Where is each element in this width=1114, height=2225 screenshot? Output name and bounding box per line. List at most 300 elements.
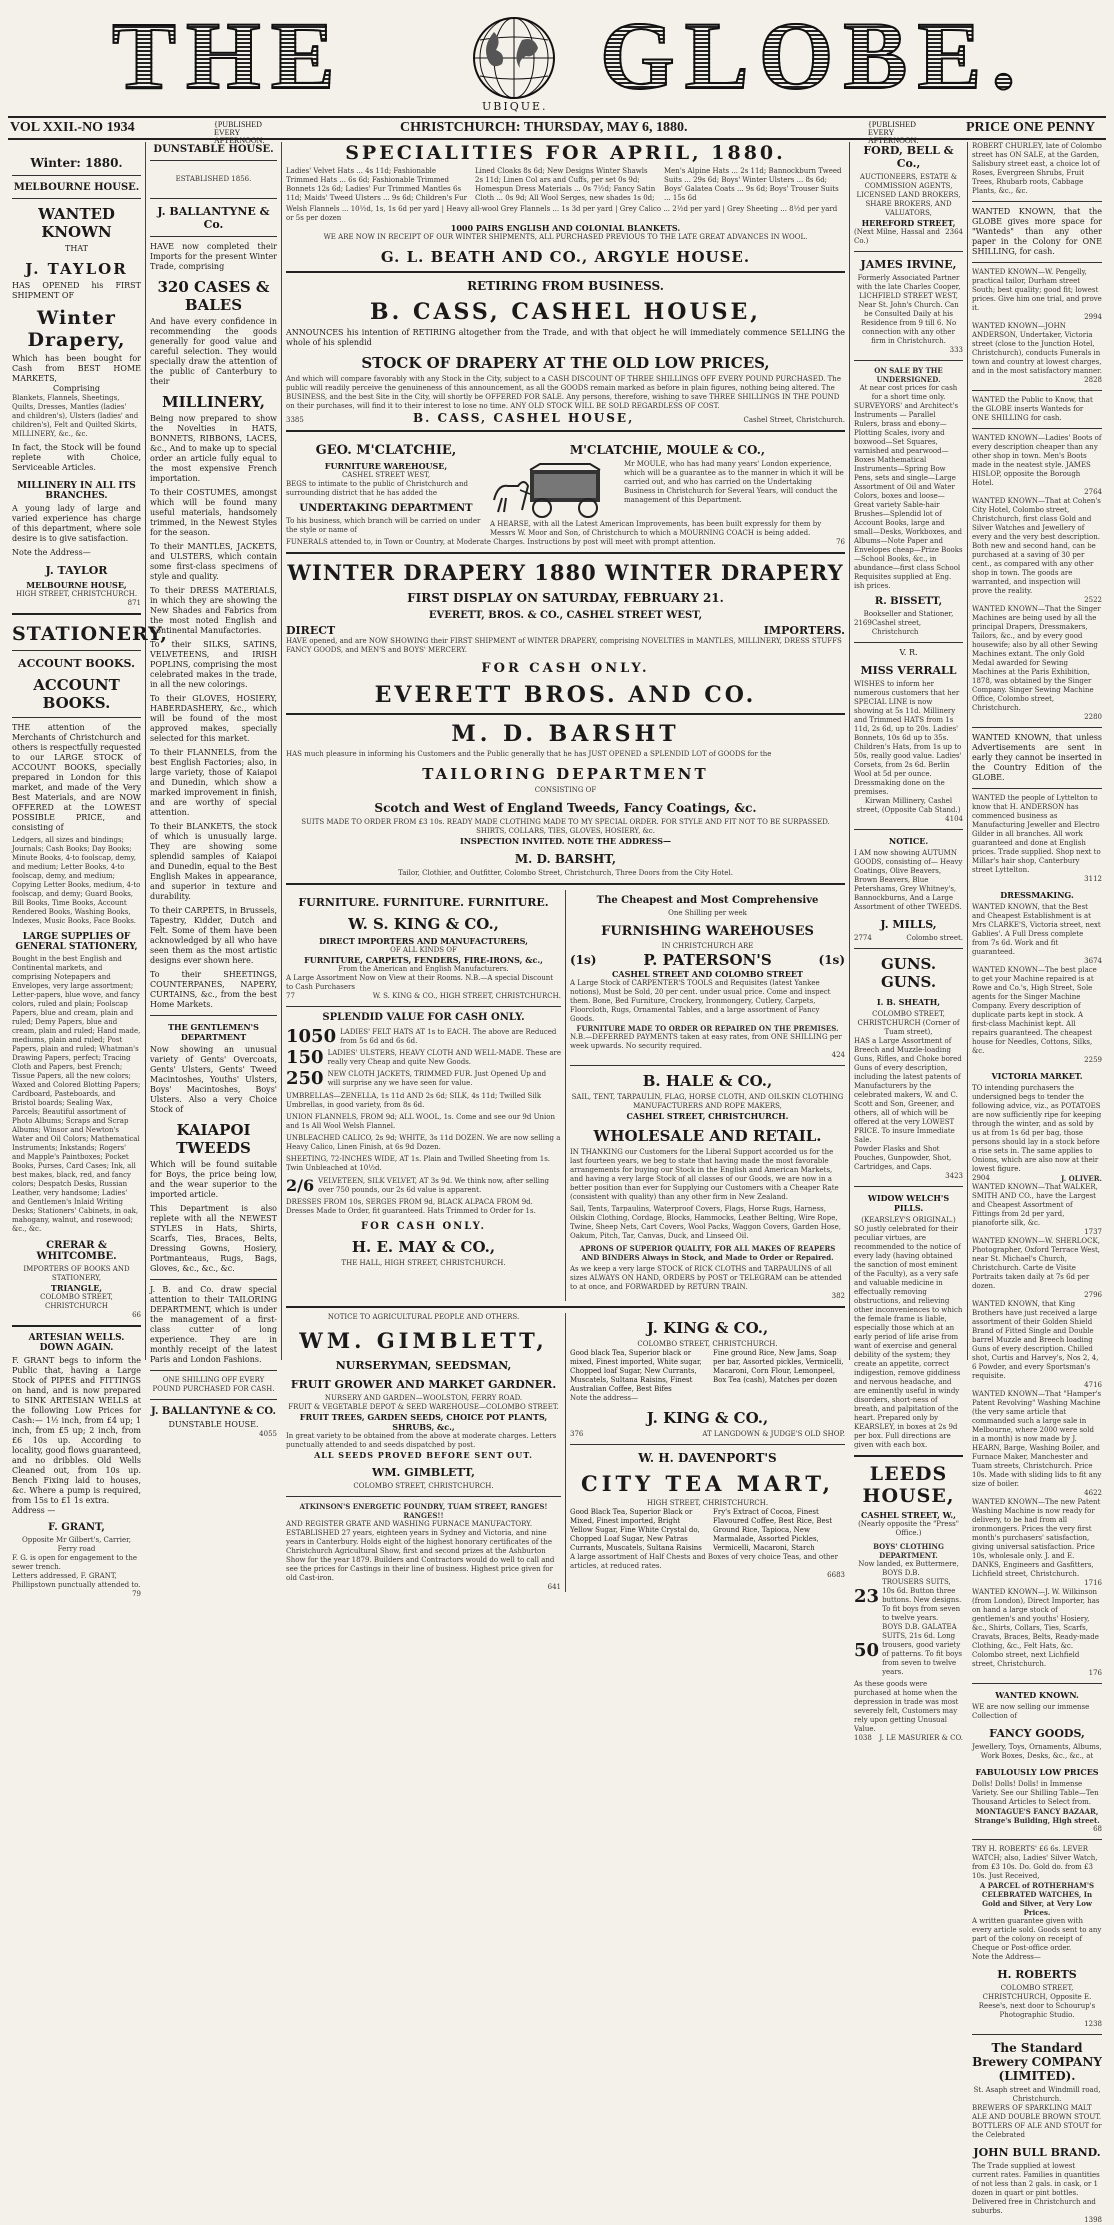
melbourne-house-2: MELBOURNE HOUSE, (26, 580, 127, 590)
everett-bros: EVERETT BROS. AND CO. (374, 682, 757, 708)
hale-address: CASHEL STREET, CHRISTCHURCH. (626, 1111, 789, 1121)
standard-brewery: The Standard Brewery COMPANY (LIMITED). (972, 2041, 1102, 2083)
victoria-market-heading: VICTORIA MARKET. (991, 1071, 1083, 1081)
ad-number-76: 76 (836, 538, 845, 546)
wanted-known-text: WE are now selling our immense Collection of (972, 1703, 1090, 1720)
everett-opened: HAVE opened, and are NOW SHOWING their FIRST SHIPMENT of WINTER DRAPERY, comprising NOVELTIES in MANTLES, MILLINERY, DRESS STUFFS FANCY GOODS, and MEN'S and BOYS' MERCERY. (286, 637, 842, 654)
barsht-name: M. D. BARSHT (451, 721, 680, 747)
undertaking-dept: UNDERTAKING DEPARTMENT (299, 503, 473, 514)
brewery-address: St. Asaph street and Windmill road, Christchurch. (973, 2086, 1101, 2103)
ad-number-79: 79 (132, 1590, 141, 1598)
wanted-danks: WANTED KNOWN—The new Patent Washing Machine is now ready for delivery, to be had from all ironmongers. Prices the very first month's purchasers' satisfaction, giving universal satisfaction. Price 10s, wholesale only. J. and E. DANKS, Engineers and Gasfitters, Lichfield street, Christchurch. (972, 1498, 1101, 1578)
ad-number-2522: 2522 (1084, 596, 1102, 604)
king3-name: J. KING & CO., (646, 1409, 769, 1427)
fruit-trees: FRUIT TREES, GARDEN SEEDS, CHOICE POT PLANTS, SHRUBS, &c., (299, 1412, 548, 1432)
dunstable-house-2: DUNSTABLE HOUSE. (168, 1420, 259, 1429)
verrall-text: WISHES to inform her numerous customers that her SPECIAL LINE is now showing at 5s 11d. Millinery and Trimmed HATS from 1s 11d, 2s 6d, up to 20s. Ladies' Bonnets, 10s 6d up to 35s. Children's Hats, from 1s up to 50s, really good value. Ladies' Corsets, from 2s 6d. Berlin Wool at 5d per ounce. Dressmaking done on the premises. (854, 680, 962, 796)
dress-text: To their DRESS MATERIALS, in which they are showing the New Shades and Fabrics from the most noted English and Continental Manufactories. (150, 586, 277, 635)
ad-number-1737: 1737 (1084, 1228, 1102, 1236)
king-name: W. S. KING & CO., (348, 915, 499, 933)
that-label: THAT (65, 244, 88, 253)
ad-number-2774: 2774 (854, 934, 872, 942)
ad-number-4055: 4055 (259, 1430, 277, 1438)
dateline (8, 116, 1106, 145)
tea-address: HIGH STREET, CHRISTCHURCH. (646, 1499, 769, 1507)
wanted-clarke: WANTED KNOWN, that the Best and Cheapest Establishment is at Mrs CLARKE'S, Victoria street, next Gablies'. A Full Dress complete from 7s 6d. Work and fit guaranteed. (972, 903, 1101, 956)
tea-note: A large assortment of Half Chests and Boxes of very choice Teas, and other articles, at reduced rates. (570, 1553, 838, 1570)
roberts-name: H. ROBERTS (997, 1968, 1077, 1981)
written-guarantee: A written guarantee given with every article sold. Goods sent to any part of the colony on receipt of Cheque or Post-office order. (972, 1917, 1102, 1952)
from-american: From the American and English Manufacturers. (338, 965, 509, 973)
winter-drapery: Winter Drapery, (27, 307, 126, 351)
beath-argyle: G. L. BEATH AND CO., ARGYLE HOUSE. (380, 248, 751, 266)
splendid-value: SPLENDID VALUE FOR CASH ONLY. (322, 1012, 525, 1023)
ad-number-2796: 2796 (1084, 1291, 1102, 1299)
oliver-name: J. OLIVER. (1061, 1174, 1102, 1183)
crerar-whitcombe: CRERAR & WHITCOMBE. (36, 1240, 117, 1262)
jackets-text: NEW CLOTH JACKETS, TRIMMED FUR. Just Opened Up and will surprise any we have seen for value. (327, 1069, 547, 1087)
wanted-walker: WANTED KNOWN—That WALKER, SMITH AND CO., have the Largest and Cheapest Assortment of Fittings from 2d per yard, pianoforte silk, &c. (972, 1183, 1098, 1227)
tailoring-text: J. B. and Co. draw special attention to their TAILORING DEPARTMENT, which is under the management of a first-class cutter of long experience. They are in monthly receipt of the latest Paris and London Fashions. (150, 1285, 277, 1364)
millinery-heading: MILLINERY IN ALL ITS BRANCHES. (17, 481, 136, 501)
welsh-flannels: Welsh Flannels ... 10½d, 1s, 1s 6d per yard | Heavy all-wool Grey Flannels ... 1s 3d per yard | Grey Calico ... 2½d per yard | Grey Sheeting ... 8½d per yard or 5s per dozen (286, 205, 838, 222)
leeds-nearly: (Nearly opposite the "Press" Office.) (858, 1520, 959, 1537)
published-note-left: {PUBLISHED EVERY AFTERNOON. (214, 120, 265, 145)
king-address: W. S. KING & CO., HIGH STREET, CHRISTCHURCH. (372, 992, 561, 1000)
furniture-list: FURNITURE, CARPETS, FENDERS, FIRE-IRONS, &c., (304, 955, 543, 965)
cass-stock: STOCK OF DRAPERY AT THE OLD LOW PRICES, (361, 354, 770, 372)
carpets-text: To their CARPETS, in Brussels, Tapestry, Kidder, Dutch and Felt. Some of them have been acknowledged by all who have seen them as the most artistic designs ever shown here. (150, 906, 277, 965)
gimblett-text: In great variety to be obtained from the above at moderate charges. Letters punctually attended to and seeds dispatched by post. (286, 1432, 557, 1449)
winter-drapery-banner: WINTER DRAPERY 1880 WINTER DRAPERY (287, 560, 844, 585)
guns-heading: GUNS. GUNS. (880, 955, 937, 991)
melbourne-house-heading: MELBOURNE HOUSE. (13, 182, 140, 193)
paterson-address: CASHEL STREET AND COLOMBO STREET (612, 969, 803, 979)
paterson-text: A Large Stock of CARPENTER'S TOOLS and Requisites (latest Yankee notions), Must be Sold, 20 per cent. under usual price. Come and inspect them. Bone, Bed Furniture, Crockery, Ironmongery, Cutlery, Carpets, Floorcloth, Rugs, Ornamental Tables, and a large assortment of Fancy Goods. (570, 979, 831, 1023)
king2-name: J. KING & CO., (646, 1319, 769, 1337)
velveteen-price: 2/6 (286, 1176, 315, 1195)
comprising-label: Comprising (53, 384, 100, 393)
wholesale-retail: WHOLESALE AND RETAIL. (593, 1127, 822, 1145)
hearse-illustration (490, 460, 620, 520)
trade-text: The Trade supplied at lowest current rates. Families in quantities of not less than 2 gals. in cask, or 1 dozen in quart or pint bottles. Delivered free in Christchurch and suburbs. (972, 2162, 1100, 2215)
volume-number: VOL XXII.-NO 1934 (10, 120, 135, 135)
powder-text: Powder Flasks and Shot Pouches, Gunpowder, Shot, Cartridges, and Caps. (854, 1145, 952, 1171)
wanted-advertisements: WANTED KNOWN, that unless Advertisements are sent in early they cannot be inserted in the Country Edition of the GLOBE. (972, 733, 1102, 782)
felt-hats-text: LADIES' FELT HATS AT 1s to EACH. The above are Reduced from 5s 6d and 6s 6d. (340, 1027, 557, 1045)
grant-engage: F. G. is open for engagement to the sewer trench. (12, 1554, 137, 1571)
ad-number-871: 871 (127, 599, 141, 607)
triangle: TRIANGLE, (50, 1283, 103, 1293)
galatea-suits: BOYS D.B. GALATEA SUITS, 21s 6d. Long trousers, good variety of patterns. To fit boys from seven to twelve years. (882, 1623, 962, 1676)
ad-number-641: 641 (547, 1583, 561, 1591)
mclatchie-name: GEO. M'CLATCHIE, (315, 443, 457, 458)
supplies-list: Bought in the best English and Continental markets, and comprising Notepapers and Envelopes, very large assortment; Letter-papers, blue wove, and fancy colors, ruled and plain; Foolscap Papers, blue and cream, plain and ruled; Demy Papers, blue and cream, plain and ruled; Hand made, mediums, plain and ruled; Post Papers, plain and ruled; Whatman's Drawing Papers, perfect; Tracing Cloth and Papers, best French; Tissue Papers, all the new colors; Waxed and Colored Blotting Papers; Cardboard, Pasteboards, and Bristol boards; Sealing Wax, Parcels; Beautiful assortment of Photo Albums; Scraps and Scrap Albums; Winsor and Newton's Water and Oil Colors; Mathematical Instruments; Inkstands; Rogers' and Mapple's Paintboxes; Pocket Books, Purses, Card Cases; Ink, all best makes, black, red, and fancy colors; Despatch Desks, Russian Leather, very handsome; Ladies' and Gentlemen's Inlaid Writing Desks; Stationers' Cabinets, in oak, mahogany, walnut, and rosewood; &c., &c. (12, 955, 141, 1233)
note-address-roberts: Note the Address— (972, 1953, 1041, 1961)
langdown-address: AT LANGDOWN & JUDGE'S OLD SHOP. (702, 1430, 845, 1438)
published-note-right: {PUBLISHED EVERY AFTERNOON. (868, 120, 919, 145)
wanted-globe-space: WANTED KNOWN, that the GLOBE gives more space for "Wanteds" than any other paper in the Colony for ONE SHILLING, for cash. (972, 207, 1102, 256)
kaiapoi-text: Which will be found suitable for Boys, the price being low, and the wear superior to the imported article. (150, 1160, 277, 1199)
potatoes-text: TO intending purchasers the undersigned begs to tender the following advice, viz., as POTATOES are now sufficiently ripe for keeping through the winter, and as sold by us at from 1s 6d per bag, those persons should lay in a stock before a rise sets in. The same applies to Onions, which are also now at their lowest figure. (972, 1084, 1102, 1173)
have-text-2: And have every confidence in recommending the goods generally for good value and careful selection. They would specially draw the attention of the public of Canterbury to their (150, 317, 277, 386)
wanted-lyttelton: WANTED the people of Lyttelton to know that H. ANDERSON has commenced business as Manufacturing Jeweller and Electro Gilder in all branches. All work guaranteed and done at English prices. Trade supplied. Shop next to Millar's hair shop, Canterbury street Lyttelton. (972, 794, 1101, 874)
blankets-line: 1000 PAIRS ENGLISH AND COLONIAL BLANKETS. (450, 223, 681, 233)
wanted-known-heading: WANTED KNOWN. (995, 1690, 1079, 1700)
sheetings-text: To their SHEETINGS, COUNTERPANES, NAPERY, CURTAINS, &c., from the best Home Markets. (150, 970, 277, 1009)
aprons-text: APRONS OF SUPERIOR QUALITY, FOR ALL MAKES OF REAPERS AND BINDERS Always in Stock, and Made to Order or Repaired. (579, 1244, 836, 1262)
qty-250: 250 (286, 1068, 324, 1089)
wanted-hamper: WANTED KNOWN—That "Hamper's Patent Revolving" Washing Machine (the very same article that commanded such a large sale in Melbourne, where 2000 were sold in a month) is now made by J. HEARN, Barge, Washing Boiler, and Furnace Maker, Manchester and Tuam streets, Christchurch. Price 10s. Made with sliding lids to fit any size of boiler. (972, 1390, 1102, 1488)
as-goods-text: As these goods were purchased at home when the depression in trade was most severely felt, Customers may rely upon getting Unusual Value. (854, 1680, 959, 1733)
ad-number-66: 66 (132, 1311, 141, 1319)
wanted-anderson: WANTED KNOWN—JOHN ANDERSON, Undertaker, Victoria street (close to the Junction Hotel, Christchurch), conducts Funerals in town and country at lowest charges, and in the most satisfactory manner. (972, 322, 1102, 375)
established: ESTABLISHED 1856. (175, 175, 252, 183)
ad-number-2904: 2904 (972, 1174, 990, 1182)
note-address-2: Note the address— (570, 1394, 639, 1402)
winter-heading: Winter: 1880. (30, 156, 123, 170)
globe-icon (464, 10, 564, 110)
ad-number-3112: 3112 (1084, 875, 1102, 883)
atkinson-heading: ATKINSON'S ENERGETIC FOUNDRY, TUAM STREET, RANGES! RANGES!! (299, 1502, 548, 1520)
column-4 (850, 142, 968, 1742)
verrall-address: Kirwan Millinery, Cashel street, (Opposite Cab Stand.) (856, 797, 961, 814)
atkinson-text: AND REGISTER GRATE AND WASHING FURNACE MANUFACTORY. ESTABLISHED 27 years, eighteen years in Sydney and Victoria, and nine years in Canterbury. Holds eight of the highest honorary certificates of the Christchurch Agricultural Show, first and second prizes at the Ashburton Show for the year 1879. Builders and Contractors would do well to call and see the prices for Castings in their line of business. Highest price given for old Cast-iron. (286, 1520, 555, 1582)
lady-text: A young lady of large and varied experience has charge of this department, where sole desire is to give satisfaction. (12, 504, 141, 543)
wanted-king-brothers: WANTED KNOWN, that King Brothers have just received a large assortment of their Golden Shield Brand of Fitted Single and Double barrel Muzzle and Breech loading Guns of every description. Chilled shot, Curtis and Harvey's, Nos 2, 4, 6 Powder, and every Sportsman's requisite. (972, 1300, 1099, 1380)
nurseryman: NURSERYMAN, SEEDSMAN, (335, 1359, 512, 1372)
suits-text: SUITS MADE TO ORDER FROM £3 10s. READY MADE CLOTHING MADE TO MY SPECIAL ORDER. FOR STYLE AND FIT NOT TO BE SURPASSED. SHIRTS, COLLARS, TIES, GLOVES, HOSIERY, &c. (301, 818, 830, 835)
furniture-made: FURNITURE MADE TO ORDER OR REPAIRED ON THE PREMISES. (576, 1024, 839, 1033)
taylor-name: J. TAYLOR (25, 260, 128, 278)
merchants-text: THE attention of the Merchants of Christchurch and others is respectfully requested to our LARGE STOCK of ACCOUNT BOOKS, specially prepared in London for this market, and made of the Very Best Materials, and are NOW OFFERED at the LOWEST POSSIBLE PRICE, and consisting of (12, 723, 141, 832)
ad-number-382: 382 (831, 1292, 845, 1300)
gentlemen-heading: THE GENTLEMEN'S DEPARTMENT (168, 1022, 259, 1042)
cass-address: Cashel Street, Christchurch. (743, 416, 845, 424)
costumes-text: To their COSTUMES, amongst which will be found many useful materials, handsomely trimmed, in the Newest Styles for the season. (150, 488, 277, 537)
silks-text: To their SILKS, SATINS, VELVETEENS, and IRISH POPLINS, comprising the most celebrated makes in the trade, in all the new colorings. (150, 640, 277, 689)
goods-list: Blankets, Flannels, Sheetings, Quilts, Dresses, Mantles (ladies' and children's), Ulsters (ladies' and children's), Felt and Quilted Skirts, MILLINERY, &c., &c. (12, 394, 139, 438)
wanted-singer: WANTED KNOWN—That the Singer Machines are being used by all the principal Drapers, Dressmakers, Tailors, &c., and by every good housewife; also by all other Sewing Machines extant. The only Gold Medal awarded for Sewing Machines at the Paris Exhibition, 1878, was obtained by the Singer Company. Singer Sewing Machine Office, Colombo street, Christchurch. (972, 605, 1101, 712)
qty-150: 150 (286, 1047, 324, 1068)
ad-number-2280: 2280 (1084, 713, 1102, 721)
widow-text: SO justly celebrated for their peculiar virtues, are recommended to the notice of every lady (having obtained the sanction of most eminent of the Faculty), as a very safe and valuable medicine in effectually removing obstructions, and relieving other inconveniences to which the female frame is liable, especially those which at an early period of life arise from want of exercise and general debility of the system; they create an appetite, correct indigestion, remove giddiness and nervous headache, and are eminently useful in windy disorders, short-ness of breath, and palpitation of the heart. Prepared only by KEARSLEY, in boxes at 2s 9d per box. Full directions are given with each box. (854, 1225, 963, 1449)
ford-next: (Next Milne, Hassal and Co.) (854, 228, 940, 245)
barsht-name-2: M. D. BARSHT, (514, 852, 617, 866)
ford-bell-name: FORD, BELL & Co., (863, 144, 954, 170)
cash-only: FOR CASH ONLY. (481, 661, 650, 676)
high-street: HIGH STREET, CHRISTCHURCH. (15, 590, 138, 598)
verrall-name: MISS VERRALL (860, 664, 957, 677)
supplies-heading: LARGE SUPPLIES OF GENERAL STATIONERY, (15, 932, 138, 952)
ad-number-2828: 2828 (1084, 376, 1102, 384)
qty-1050: 1050 (286, 1026, 337, 1047)
ad-number-1238: 1238 (1084, 2020, 1102, 2028)
hereford-street: HEREFORD STREET, (861, 218, 956, 228)
wanted-known: WANTED KNOWN (38, 205, 115, 241)
hale-text: SAIL, TENT, TARPAULIN, FLAG, HORSE CLOTH, AND OILSKIN CLOTHING MANUFACTURERS AND ROPE MAKERS, (571, 1093, 844, 1110)
cass-cashel-house: B. CASS, CASHEL HOUSE, (370, 299, 761, 325)
price: PRICE ONE PENNY (966, 120, 1096, 135)
grant-text: F. GRANT begs to inform the Public that, having a Large Stock of PIPES and FITTINGS on hand, and is now prepared to SINK ARTESIAN WELLS at the following Low Prices for Cash:— 1½ inch, from £4 up; 1 inch, from £5 up; 2 inch, from £6 10s up. According to locality, good flows guaranteed, and no dribbles. Old Wells Cleaned out, from 10s up. Bench Fixing laid to houses, &c. Where a pump is required, from 15s to £1 1s extra. (12, 1356, 141, 1505)
mclatchie-moule: M'CLATCHIE, MOULE & CO., (569, 443, 766, 457)
bissett-bookseller: Bookseller and Stationer, (863, 610, 954, 618)
flannels-text: To their FLANNELS, from the best English Factories; also, in large variety, those of Kaiapoi and Dunedin, which show a marked improvement in finish, and are worthy of special attention. (150, 748, 277, 817)
now-landed: Now landed, ex Buttermere, (858, 1560, 959, 1568)
column-3 (282, 142, 850, 1591)
on-sale: ON SALE BY THE UNDERSIGNED. (874, 366, 943, 384)
thanking-text: IN THANKING our Customers for the Liberal Support accorded us for the last fourteen years, we beg to state that having made the most favorable arrangements for buying our Stock in the English and American Markets, and having a very large Stock of all classes of our Goods, we are now in a better position than ever for Supplying our Customers with a Cheaper Rate (consistent with quality) than any other firm in New Zealand. (570, 1148, 839, 1201)
seeds-proved: ALL SEEDS PROVED BEFORE SENT OUT. (314, 1450, 533, 1460)
wanted-wilkinson: WANTED KNOWN—J. W. Wilkinson (from London), Direct Importer, has on hand a large stock of gentlemen's and youths' Hosiery, &c., Shirts, Collars, Ties, Scarfs, Cravats, Braces, Belts, Ready-made Clothing, &c., Felt Hats, &c. Colombo street, next Lichfield street, Christchurch. (972, 1588, 1100, 1668)
grant-name: F. GRANT, (48, 1522, 105, 1533)
ad-number-376: 376 (570, 1430, 584, 1438)
hearse-text: A HEARSE, with all the Latest American Improvements, has been built expressly for them by Messrs W. Moor and Son, of Christchurch to which a MOURNING COACH is being added. (490, 520, 822, 537)
dunstable-heading: DUNSTABLE HOUSE. (153, 144, 274, 155)
fruit-grower: FRUIT GROWER AND MARKET GARDNER. (290, 1378, 557, 1391)
direct-label: DIRECT (286, 624, 336, 637)
kaiapoi-heading: KAIAPOI TWEEDS (176, 1121, 251, 1157)
furniture-warehouse: FURNITURE WAREHOUSE, (324, 461, 448, 471)
rotherham-parcel: A PARCEL of ROTHERHAM'S CELEBRATED WATCHES, In Gold and Silver, at Very Low Prices. (979, 1881, 1095, 1917)
ad-number-1398: 1398 (1084, 2216, 1102, 2224)
may-address: THE HALL, HIGH STREET, CHRISTCHURCH. (341, 1259, 506, 1267)
ulsters-text: LADIES' ULSTERS, HEAVY CLOTH AND WELL-MADE. These are really very Cheap and quite New Goods. (327, 1048, 561, 1066)
sheeting-text: SHEETING, 72-INCHES WIDE, AT 1s. Plain and Twilled Sheeting from 1s. Twin Unbleached at 10½d. (286, 1155, 551, 1172)
ad-number-3423: 3423 (945, 1172, 963, 1180)
crerar-address: COLOMBO STREET, CHRISTCHURCH (40, 1293, 113, 1310)
roberts-address: COLOMBO STREET, CHRISTCHURCH, Opposite E. Reese's, next door to Schourup's Photographic Studio. (978, 1984, 1096, 2019)
furnishing-warehouses: FURNISHING WAREHOUSES (601, 924, 814, 939)
ford-brokers: LICENSED LAND BROKERS, SHARE BROKERS, AND VALUATORS, (856, 191, 961, 217)
depot-address: FRUIT & VEGETABLE DEPOT & SEED WAREHOUSE—COLOMBO STREET. (288, 1403, 559, 1411)
vr-mark: V. R. (899, 648, 918, 657)
bought-text: Which has been bought for Cash from BEST HOME MARKETS, (12, 354, 141, 383)
account-books-2: ACCOUNT BOOKS. (33, 676, 120, 712)
ad-number-3385: 3385 (286, 416, 304, 424)
begs-text: BEGS to intimate to the public of Christchurch and surrounding district that he has added the (286, 480, 468, 497)
motto: UBIQUE. (482, 100, 548, 113)
have-text: HAVE now completed their Imports for the present Winter Trade, comprising (150, 242, 277, 271)
ad-number-1716: 1716 (1084, 1579, 1102, 1587)
cass-stock-text: And which will compare favorably with any Stock in the City, subject to a CASH DISCOUNT OF THREE SHILLINGS OFF EVERY POUND PURCHASED. The public will readily perceive the genuineness of this announcement, as all the GOODS remain marked as before in plain figures, nothing being altered. The BUSINESS, and the best Site in the City, will shortly be OFFERED FOR SALE. Any persons, therefore, wishing to save THREE SHILLINGS IN THE POUND on their purchases, will find it to their interest to lose no time. ANY OLD STOCK WILL BE SOLD REGARDLESS OF COST. (286, 375, 841, 410)
title-globe: GLOBE. (600, 2, 1026, 109)
ad-number-4716: 4716 (1084, 1381, 1102, 1389)
mills-address: Colombo street. (906, 934, 963, 942)
sheath-address: COLOMBO STREET, CHRISTCHURCH (Corner of Tuam street), (857, 1010, 960, 1036)
department-text: This Department is also replete with all the NEWEST STYLES in Hats, Shirts, Scarfs, Ties, Braces, Belts, Dressing Gowns, Hosiery, Portmanteaus, Rugs, Bags, Gloves, &c., &c., &c. (150, 1204, 277, 1273)
barsht-address: Tailor, Clothier, and Outfitter, Colombo Street, Christchurch, Three Doors from the City Hotel. (398, 869, 733, 877)
boys-clothing: BOYS' CLOTHING DEPARTMENT. (873, 1542, 944, 1560)
king2-address: COLOMBO STREET, CHRISTCHURCH. (637, 1340, 778, 1348)
qty-23: 23 (854, 1585, 880, 1607)
cheapest-heading: The Cheapest and Most Comprehensive (596, 895, 819, 906)
kearsley-original: (KEARSLEY'S ORIGINAL.) (861, 1216, 956, 1224)
ad-number-176: 176 (1088, 1669, 1102, 1677)
crerar-importers: IMPORTERS OF BOOKS AND STATIONERY, (23, 1265, 130, 1282)
mantles-text: To their MANTLES, JACKETS, and ULSTERS, which contain some first-class specimens of style and quality. (150, 542, 277, 581)
brewers-text: BREWERS OF SPARKLING MALT ALE AND DOUBLE BROWN STOUT. BOTTLERS OF ALE AND STOUT for the Celebrated (972, 2104, 1102, 2139)
sheath-name: I. B. SHEATH, (876, 997, 941, 1007)
one-shilling-badge-2: (1s) (818, 953, 845, 967)
lemasurier-name: J. LE MASURIER & CO. (879, 1734, 963, 1742)
in-christchurch: IN CHRISTCHURCH ARE (661, 942, 754, 950)
ford-auctioneers: AUCTIONEERS, ESTATE & COMMISSION AGENTS, (859, 173, 958, 190)
shipments-line: WE ARE NOW IN RECEIPT OF OUR WINTER SHIPMENTS, ALL PURCHASED PREVIOUS TO THE LATE GREAT ADVANCES IN WOOL. (323, 233, 808, 241)
masthead (0, 0, 1114, 112)
barsht-text: HAS much pleasure in informing his Customers and the Public generally that he has JUST OPENED a SPLENDID LOT of GOODS for the (286, 750, 772, 758)
gimblett-name: WM. GIMBLETT, (299, 1328, 548, 1353)
davenport-name: W. H. DAVENPORT'S (638, 1451, 777, 1465)
ballantyne-name: J. BALLANTYNE & Co. (157, 205, 270, 231)
dresses-text: DRESSES FROM 10s, SERGES FROM 9d, BLACK ALPACA FROM 9d. Dresses Made to Order, fit guaranteed. Hats Trimmed to Order for 1s. (286, 1198, 536, 1215)
one-shilling-badge: (1s) (570, 953, 597, 967)
leeds-cashel: CASHEL STREET, W., (861, 1510, 956, 1520)
ad-number-2259: 2259 (1084, 1056, 1102, 1064)
cases-bales: 320 CASES & BALES (157, 278, 270, 314)
tailoring-dept: TAILORING DEPARTMENT (422, 765, 709, 783)
fabulously-low: FABULOUSLY LOW PRICES (975, 1767, 1099, 1777)
notice-heading: NOTICE. (888, 836, 929, 846)
city-tea-mart: CITY TEA MART, (581, 1471, 834, 1496)
wanted-sherlock: WANTED KNOWN—W. SHERLOCK, Photographer, Oxford Terrace West, near St. Michael's Church, Christchurch. Carte de Visite Portraits taken daily at 7s 6d per dozen. (972, 1237, 1100, 1290)
shilling-off: ONE SHILLING OFF EVERY POUND PURCHASED FOR CASH. (152, 1376, 275, 1393)
consisting-of: CONSISTING OF (534, 786, 597, 794)
stock-text: In fact, the Stock will be found replete with Choice, Serviceable Articles. (12, 443, 141, 472)
nursery-address: NURSERY AND GARDEN—WOOLSTON, FERRY ROAD. (324, 1394, 523, 1402)
deferred-payments: N.B.—DEFERRED PAYMENTS taken at easy rates, from ONE SHILLING per week upwards. No security required. (570, 1033, 842, 1050)
assortment-text: A Large Assortment Now on View at their Rooms. N.B.—A special Discount to Cash Purchasers (286, 974, 554, 991)
cashel-street-west: CASHEL STREET WEST, (341, 471, 431, 479)
fancy-goods: FANCY GOODS, (989, 1727, 1085, 1740)
ad-number-2169: 2169 (854, 619, 872, 627)
blankets-text: To their BLANKETS, the stock of which is unusually large. They are showing some splendid samples of Kaiapoi and Dunedin, equal to the Best English Makes in appearance, and superior in texture and durability. (150, 822, 277, 901)
inspection-invited: INSPECTION INVITED. NOTE THE ADDRESS— (459, 836, 672, 846)
king2-list-b: Fine ground Rice, New Jams, Soap per bar, Assorted pickles, Vermicelli, Macaroni, Corn Flour, Lemonpeel, Box Tea (cash), Matches per dozen (713, 1349, 844, 1384)
all-kinds: OF ALL KINDS OF (390, 946, 457, 954)
wanted-cohen: WANTED KNOWN—That at Cohen's City Hotel, Colombo street, Christchurch, first class Gold and Silver Watches and Jewellery of every and the very best description. Both new and second hand, can be purchased at a saving of 30 per cent., as compared with any other shop in town. The goods are warranted, and inspection will prove the reality. (972, 497, 1101, 595)
bissett-name: R. BISSETT, (874, 596, 943, 607)
tea-list-b: Fry's Extract of Cocoa, Finest Flavoured Coffee, Best Rice, Best Ground Rice, Tapioca, New Marmalade, Assorted Pickles, Vermicelli, Macaroni, Starch (713, 1508, 833, 1552)
wanted-hislop: WANTED KNOWN—Ladies' Boots of every description cheaper than any other shop in town. Men's Boots made in the neatest style. JAMES HISLOP, opposite the Borough Hotel. (972, 434, 1102, 487)
column-5 (968, 142, 1106, 2224)
one-shilling-week: One Shilling per week (668, 909, 747, 917)
ad-number-4622: 4622 (1084, 1489, 1102, 1497)
ballantyne-name-2: J. BALLANTYNE & CO. (151, 1406, 276, 1417)
at-near-cost: At near cost prices for cash for a short time only. (859, 384, 958, 401)
notice-agricultural: NOTICE TO AGRICULTURAL PEOPLE AND OTHERS. (327, 1313, 520, 1321)
leeds-house: LEEDS HOUSE, (862, 1463, 955, 1507)
gentlemen-text: Now showing an unusual variety of Gents' Overcoats, Gents' Ulsters, Gents' Tweed Macintoshes, Youths' Ulsters, Boys' Macintoshes, Boys' Ulsters. Also a very Choice Stock of (150, 1045, 277, 1114)
column-2 (146, 142, 282, 1438)
title-the: THE (112, 2, 345, 109)
cass-announces: ANNOUNCES his intention of RETIRING altogether from the Trade, and with that object he will immediately commence SELLING the whole of his splendid (286, 328, 845, 347)
trouser-suits: BOYS D.B. TROUSERS SUITS, 10s 6d. Button three buttons. New designs. To fit boys from seven to twelve years. (882, 1569, 962, 1622)
hale-name: B. HALE & CO., (642, 1072, 773, 1090)
taylor-name-2: J. TAYLOR (45, 564, 108, 577)
scotch-tweeds: Scotch and West of England Tweeds, Fancy Coatings, &c. (374, 801, 757, 815)
guns-text: HAS a Large Assortment of Breech and Muzzle-loading Guns, Rifles, and Choke bored Guns of every description, including the latest patents of Manufacturers by the celebrated makers, W. and C. Scott and Son, Greener, and others, all of which will be offered at the very LOWEST PRICE. To insure Immediate Sale. (854, 1037, 962, 1144)
stationery-heading: STATIONERY, (12, 623, 168, 645)
everett-address: EVERETT, BROS. & CO., CASHEL STREET WEST, (428, 610, 703, 621)
gloves-text: To their GLOVES, HOSIERY, HABERDASHERY, &c., which will be found of the most approved makes, specially selected for this market. (150, 694, 277, 743)
fabulously-text: Dolls! Dolls! Dolls! in Immense Variety. See our Shilling Table—Ten Thousand Articles to Select from. (972, 1780, 1099, 1806)
tea-list-a: Good Black Tea, Superior Black or Mixed, Finest imported, Bright Yellow Sugar, Fine White Crystal do, Chopped Loaf Sugar, New Patras Currants, Muscatels, Sultana Raisins (570, 1508, 702, 1552)
calico-text: UNBLEACHED CALICO, 2s 9d; WHITE, 3s 11d DOZEN. We are now selling a Heavy Calico, Linen Finish, at 6s 9d Dozen. (286, 1134, 561, 1151)
ad-number-3674: 3674 (1084, 957, 1102, 965)
mills-name: J. MILLS, (880, 918, 937, 931)
dressmaking-heading: DRESSMAKING. (1000, 890, 1074, 900)
city-date: CHRISTCHURCH: THURSDAY, MAY 6, 1880. (400, 120, 688, 135)
union-text: UNION FLANNELS, FROM 9d; ALL WOOL, 1s. Come and see our 9d Union and 1s All Wool Welsh Flannel. (286, 1113, 555, 1130)
first-display: FIRST DISPLAY ON SATURDAY, FEBRUARY 21. (407, 591, 724, 605)
artesian-heading: ARTESIAN WELLS. DOWN AGAIN. (28, 1333, 125, 1353)
irvine-text: Formerly Associated Partner with the late Charles Cooper, LICHFIELD STREET WEST, Near St. John's Church. Can be Consulted Daily at his Residence from 9 till 6. No connection with any other firm in Christchurch. (856, 274, 961, 345)
paterson-name: P. PATERSON'S (643, 951, 772, 969)
account-books-1: ACCOUNT BOOKS. (18, 657, 135, 670)
ad-number-333: 333 (949, 346, 963, 354)
john-bull-brand: JOHN BULL BRAND. (973, 2146, 1101, 2159)
surveyors-text: SURVEYORS' and Architect's Instruments — Parallel Rulers, brass and ebony—Plotting Scales, ivory and boxwood—Set Squares, varnished and pearwood—Boxes Mathematical Instruments—Spring Bow Pens, sets and single—Large Assortment of Oil and Water Colors, boxes and loose—Great variety Sable-hair Brushes—Splendid lot of Account Books, large and small—Desks, Workboxes, and Albums—Note Paper and Envelopes cheap—Prize Books—School Books, &c., in abundance—first class School Requisites supplied at Eng. ish prices. (854, 402, 963, 590)
direct-importers: DIRECT IMPORTERS AND MANUFACTURERS, (319, 936, 528, 946)
roberts-watch: TRY H. ROBERTS' £6 6s. LEVER WATCH; also, Ladies' Silver Watch, from £3 10s. Do. Gold do. from £3 10s. Just Received, (972, 1845, 1098, 1880)
grant-letters: Letters addressed, F. GRANT, Phillipstown punctually attended to. (12, 1572, 141, 1589)
wanted-rowe: WANTED KNOWN—The best place to get your Machine repaired is at Rowe and Co.'s, High Street, Sole agents for the Singer Machine Company. Every description of duplicate parts kept in stock. A first-class Machinist kept. All repairs guaranteed. The cheapest house for Needles, Cottons, Silks, &c. (972, 966, 1097, 1055)
ad-number-77: 77 (286, 992, 295, 1000)
ad-number-1038: 1038 (854, 1734, 872, 1742)
velveteen-text: VELVETEEN, SILK VELVET, AT 3s 9d. We think now, after selling over 750 pounds, our 2s 6d value is apparent. (318, 1176, 549, 1194)
furniture-heading: FURNITURE. FURNITURE. FURNITURE. (298, 896, 549, 909)
wanted-churley: ROBERT CHURLEY, late of Colombo street has ON SALE, at the Garden, Salisbury street east, a choice lot of Roses, Evergreen Shrubs, Fruit Trees, Rhubarb roots, Cabbage Plants, &c., &c. (972, 142, 1102, 195)
ad-number-68: 68 (1093, 1825, 1102, 1833)
account-book-list: Ledgers, all sizes and bindings; Journals; Cash Books; Day Books; Minute Books, 4-to foolscap, demy, and medium; Letter Books, 4-to foolscap, demy, and medium; Copying Letter Books, medium, 4-to foolscap, and demy; Guard Books, Bill Books, Time Books, Account Rendered Books, Washing Books, Indexes, Music Books, Face Books. (12, 836, 141, 925)
ad-number-4104: 4104 (945, 815, 963, 823)
bissett-address: Cashel street, Christchurch (871, 619, 922, 636)
ad-number-2994: 2994 (1084, 313, 1102, 321)
ad-number-6683: 6683 (827, 1571, 845, 1579)
business-text: To his business, which branch will be carried on under the style or name of (286, 517, 481, 534)
hale-goods-list: Sail, Tents, Tarpaulins, Waterproof Covers, Flags, Horse Rugs, Harness, Oilskin Clothing, Cordage, Blocks, Hammocks, Leather Belting, Wire Rope, Twine, Sheep Nets, Cart Covers, Wool Packs, Waggon Covers, Garden Hose, Oakum, Pitch, Tar, Canvas, Duck, and Linseed Oil. (570, 1205, 841, 1240)
may-name: H. E. MAY & CO., (351, 1238, 496, 1256)
montague-bazaar: MONTAGUE'S FANCY BAZAAR, Strange's Building, High street. (974, 1807, 1100, 1825)
millinery-heading-2: MILLINERY, (162, 393, 265, 411)
note-address: Note the Address— (12, 548, 91, 557)
moule-text: Mr MOULE, who has had many years' London experience, which will be a guarantee as to the manner in which it will be carried out, and who has carried on the Undertaking Business in Christchurch for Several Years, will conduct the management of this Department. (624, 460, 844, 504)
cass-signature: B. CASS, CASHEL HOUSE, (413, 411, 635, 425)
widow-welch-heading: WIDOW WELCH'S PILLS. (867, 1193, 950, 1213)
fancy-goods-text: Jewellery, Toys, Ornaments, Albums, Work Boxes, Desks, &c., &c., at (972, 1743, 1102, 1760)
qty-50: 50 (854, 1639, 880, 1661)
importers-label: IMPORTERS. (763, 624, 845, 637)
ad-number-2764: 2764 (1084, 488, 1102, 496)
keep-text: As we keep a very large STOCK of RICK CLOTHS and TARPAULINS of all sizes ALWAYS ON HAND, ORDERS by POST or TELEGRAM can be attended to at once, and FORWARDED by RETURN TRAIN. (570, 1265, 842, 1291)
retiring-heading: RETIRING FROM BUSINESS. (467, 279, 664, 293)
wanted-pengelly: WANTED KNOWN—W. Pengelly, practical tailor, Durham street South; best quality; good fit; lowest prices. Give him one trial, and prove it. (972, 268, 1102, 312)
specialities-list: Ladies' Velvet Hats ... 4s 11d; Fashionable Trimmed Hats ... 6s 6d; Fashionable Trimmed Bonnets 12s 6d; Ladies' Fur Trimmed Mantles 6s 11d; Maids' Tweed Ulsters ... 9s 6d; Children's Fur Lined Cloaks 8s 6d; New Designs Winter Shawls 2s 11d; Linen Col ars and Cuffs, per set 0s 9d; Homespun Dress Materials ... 0s 7½d; Fancy Satin Cloth ... 0s 9d; All Wool Serges, new shades 1s 0d; Men's Alpine Hats ... 2s 11d; Bannockburn Tweed Suits ... 29s 6d; Boys' Winter Ulsters ... 8s 6d; Boys' Galatea Coats ... 9s 6d; Boys' Trouser Suits ... 15s 6d (286, 167, 842, 202)
ad-number-2364: 2364 (945, 228, 963, 236)
umbrellas-text: UMBRELLAS—ZENELLA, 1s 11d AND 2s 6d; SILK, 4s 11d; Twilled Silk Umbrellas, in good variety, from 8s 6d. (286, 1092, 542, 1109)
specialities-heading: SPECIALITIES FOR APRIL, 1880. (345, 142, 786, 164)
mills-text: I AM now showing AUTUMN GOODS, consisting of— Heavy Coatings, Olive Beavers, Brown Beavers, Blue Petershams, Grey Whitney's, Bannockburns, And a Large Assortment of other TWEEDS. (854, 849, 963, 911)
opened-text: HAS OPENED his FIRST SHIPMENT OF (12, 281, 141, 300)
address-label: Address — (12, 1506, 56, 1515)
column-1 (8, 142, 168, 1598)
king2-list-a: Good black Tea, Superior black or mixed, Finest imported, White sugar, Chopped loaf Sugar, New Currants, Muscatels, Sultana Raisins, Finest Australian Coffee, Best Bifes (570, 1349, 702, 1393)
grant-opposite: Opposite Mr Gilbert's, Carrier, Ferry road (22, 1536, 131, 1553)
gimblett-name-2: WM. GIMBLETT, (372, 1466, 475, 1479)
wanted-public: WANTED the Public to Know, that the GLOBE inserts Wanteds for ONE SHILLING for cash. (972, 396, 1093, 422)
irvine-name: JAMES IRVINE, (860, 258, 957, 271)
